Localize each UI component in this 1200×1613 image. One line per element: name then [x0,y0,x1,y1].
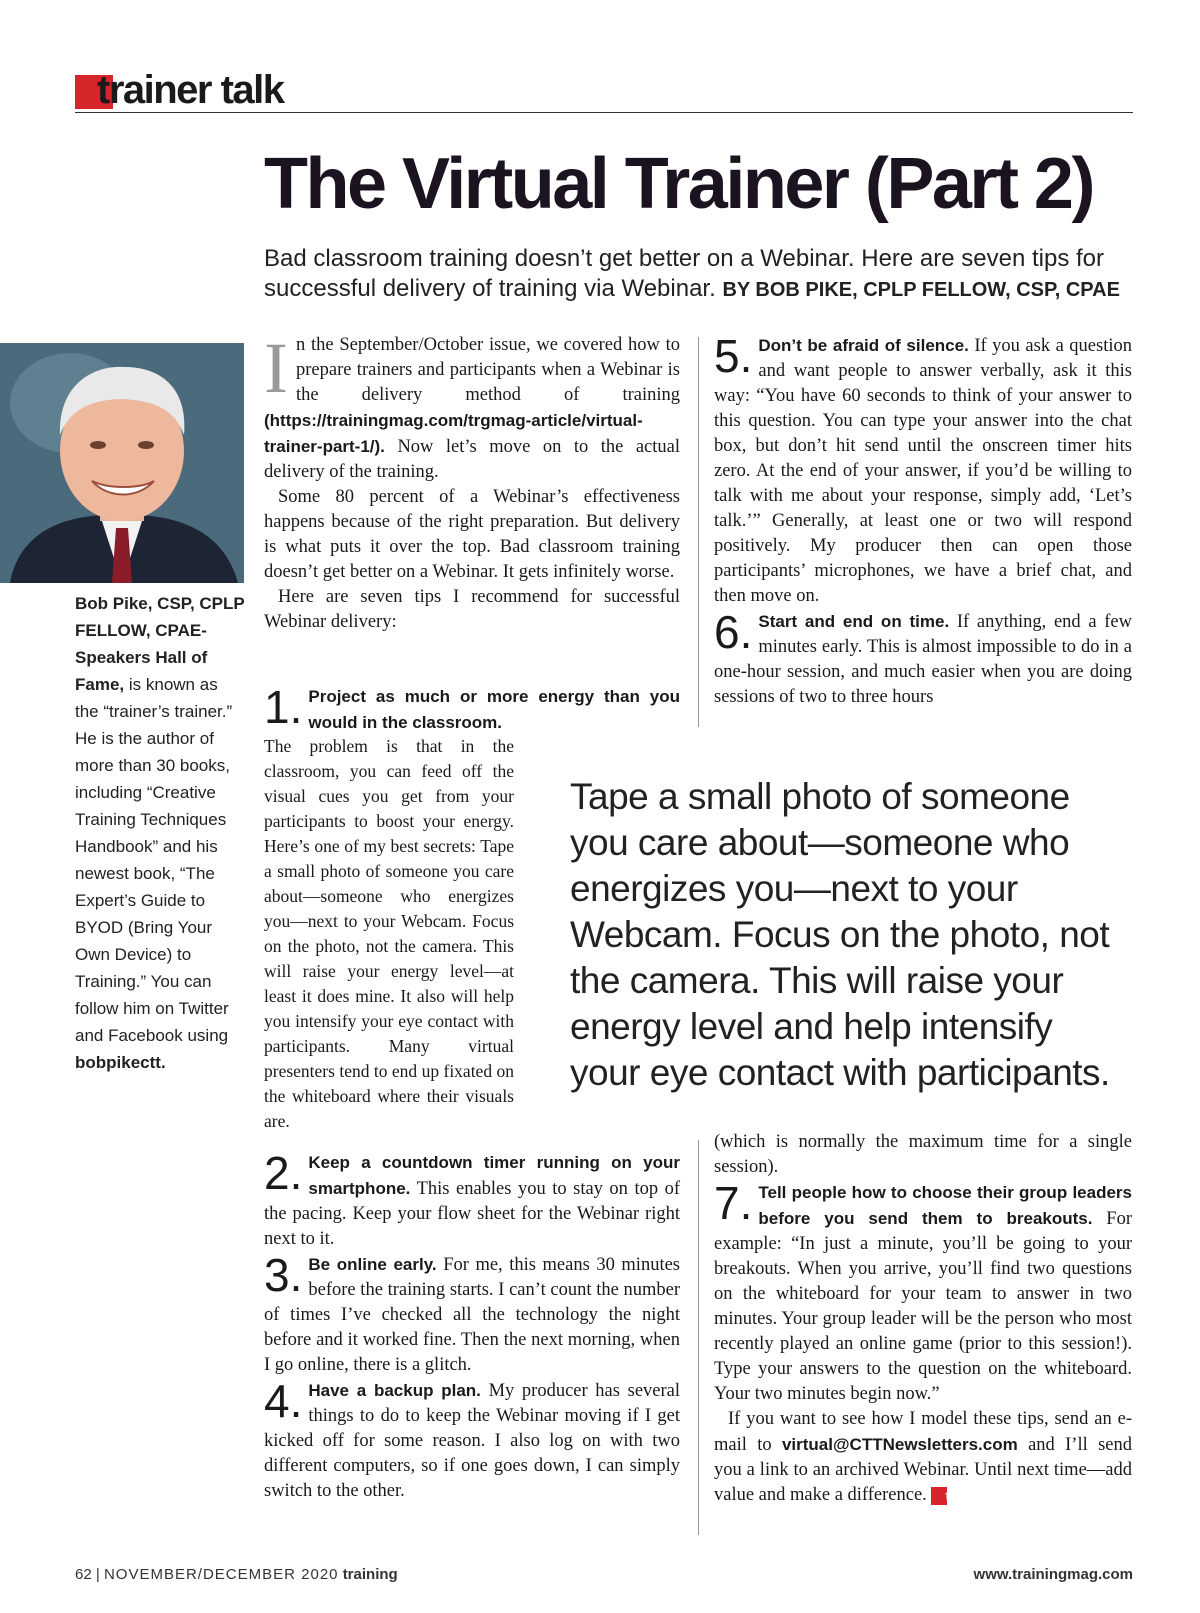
body-column-2-top [714,330,1132,710]
tip-text: For example: “In just a minute, you’ll be going to your breakouts. When you arrive, you’ll find two questions on the whiteboard for your team to answer in two minutes. Your group leader will be the person who most recently played an online game (prior to this session!). Type your answers to the question on the whiteboard. Your two minutes begin now.” [714,1209,1132,1404]
intro-text: n the September/October issue, we covered how to prepare trainers and participants when a Webinar is the delivery method of training [295,335,680,405]
tip-heading: Project as much or more energy than you would in the classroom. [308,687,680,732]
author-bio-handle: bobpikectt. [75,1053,166,1072]
tip-text: If anything, end a few minutes early. This is almost impossible to do in a one-hour session, and much easier when you are doing sessions of two to three hours [714,612,1132,707]
page-footer [75,1566,1133,1590]
tip-7 [714,1177,1132,1407]
tip-heading: Keep a countdown timer running on your smartphone. [308,1153,680,1198]
footer-divider: | [95,1566,104,1583]
closing-text: If you want to see how I model these tips, send an e-mail to [714,1409,1132,1455]
magazine-name: training [342,1566,398,1583]
tip-text: If you ask a question and want people to answer verbally, ask it this way: “You have 60 seconds to think of your answer to this question. You can type your answer into the chat box, but don’t hit send until the onscreen timer hits zero. At the end of your answer, if you’d be willing to talk with me about your response, simply add, ‘Let’s talk.’” Generally, at least one or two will respond positively. My producer then can open those participants’ microphones, we have a brief chat, and then move on. [714,336,1132,606]
tip-3 [264,1249,680,1378]
byline: BY BOB PIKE, CPLP FELLOW, CSP, CPAE [722,279,1120,301]
end-mark-icon: t [931,1487,947,1505]
article-link[interactable]: (https://trainingmag.com/trgmag-article/virtual-trainer-part-1/). [264,411,643,456]
pull-quote: Tape a small photo of someone you care about—someone who energizes you—next to your Webcam. Focus on the photo, not the camera. This will raise your energy level and help intensify your eye contact with participants. [570,776,1110,1093]
tip-number: 7. [714,1177,753,1229]
tip-5 [714,330,1132,609]
body-column-1-bottom [264,1147,681,1504]
author-portrait-icon [0,343,244,583]
body-paragraph: Here are seven tips I recommend for successful Webinar delivery: [264,587,680,632]
tip-text: This enables you to stay on top of the pacing. Keep your flow sheet for the Webinar right next to it. [264,1179,681,1249]
tip-heading: Have a backup plan. [308,1381,481,1400]
column-divider [698,337,699,727]
tip-text: The problem is that in the classroom, you can feed off the visual cues you get from your participants to boost your energy. Here’s one of my best secrets: Tape a small photo of someone you care about—someone who energizes you—next to your Webcam. Focus on the photo, not the camera. This will raise your energy level—at least it does mine. It also will help you intensify your eye contact with participants. Many virtual presenters tend to end up fixated on the whiteboard where their visuals are. [264,736,514,1131]
issue-date: NOVEMBER/DECEMBER 2020 [103,1566,339,1583]
section-header [75,70,1133,113]
author-bio-text: is known as the “trainer’s trainer.” He is the author of more than 30 books, including “Creative Training Techniques Handbook” and his newest book, “The Expert’s Guide to BYOD (Bring Your Own Device) to Training.” You can follow him on Twitter and Facebook using [75,675,233,1045]
section-label: trainer talk [97,68,284,112]
tip-4 [264,1375,680,1504]
tip-1-head [264,681,680,736]
tip-text: My producer has several things to do to keep the Webinar moving if I get kicked off for some reason. I also log on with two different computers, so if one goes down, I can simply switch to the other. [264,1381,680,1501]
intro-text-2: Now let’s move on to the actual delivery of the training. [264,437,681,482]
column-divider [698,1140,699,1535]
tip-number: 5. [714,330,753,382]
tip-1-text [264,734,514,1134]
author-bio [75,590,245,1076]
body-paragraph: Some 80 percent of a Webinar’s effectiveness happens because of the right preparation. But delivery is what puts it over the top. Bad classroom training doesn’t get better on a Webinar. It gets infinitely worse. [264,487,680,582]
page-number: 62 [75,1566,92,1583]
tip-text: For me, this means 30 minutes before the training starts. I can’t count the number of times I’ve checked all the technology the night before and it worked fine. Then the next morning, when I go online, there is a glitch. [264,1255,680,1375]
author-photo [0,343,244,583]
intro-paragraph [264,328,681,485]
contact-email-link[interactable]: virtual@CTTNewsletters.com [781,1435,1018,1454]
tip-number: 1. [264,681,303,733]
tip-number: 3. [264,1249,303,1301]
deck-text: Bad classroom training doesn’t get better on a Webinar. Here are seven tips for successful delivery of training via Webinar. [264,245,1105,302]
tip-6 [714,606,1132,710]
tip-heading: Start and end on time. [758,612,950,631]
tip-2 [264,1147,681,1252]
tip-heading: Don’t be afraid of silence. [758,336,969,355]
article-title: The Virtual Trainer (Part 2) [264,144,1093,224]
tip-number: 6. [714,606,753,658]
tip-heading: Be online early. [308,1255,437,1274]
closing-paragraph [714,1407,1132,1508]
body-column-1-top [264,328,681,635]
closing-text-2: and I’ll send you a link to an archived Webinar. Until next time—add value and make a difference. [714,1435,1132,1505]
tip-number: 2. [264,1147,303,1199]
tip-6-continued: (which is normally the maximum time for a single session). [714,1132,1132,1177]
body-column-2-bottom [714,1130,1132,1508]
tip-heading: Tell people how to choose their group leaders before you send them to breakouts. [758,1183,1132,1228]
article-deck [264,244,1124,305]
author-bio-name: Bob Pike, CSP, CPLP FELLOW, CPAE-Speakers Hall of Fame, [75,594,245,694]
drop-cap: I [264,328,288,408]
website-link[interactable]: www.trainingmag.com [973,1566,1133,1583]
tip-number: 4. [264,1375,303,1427]
